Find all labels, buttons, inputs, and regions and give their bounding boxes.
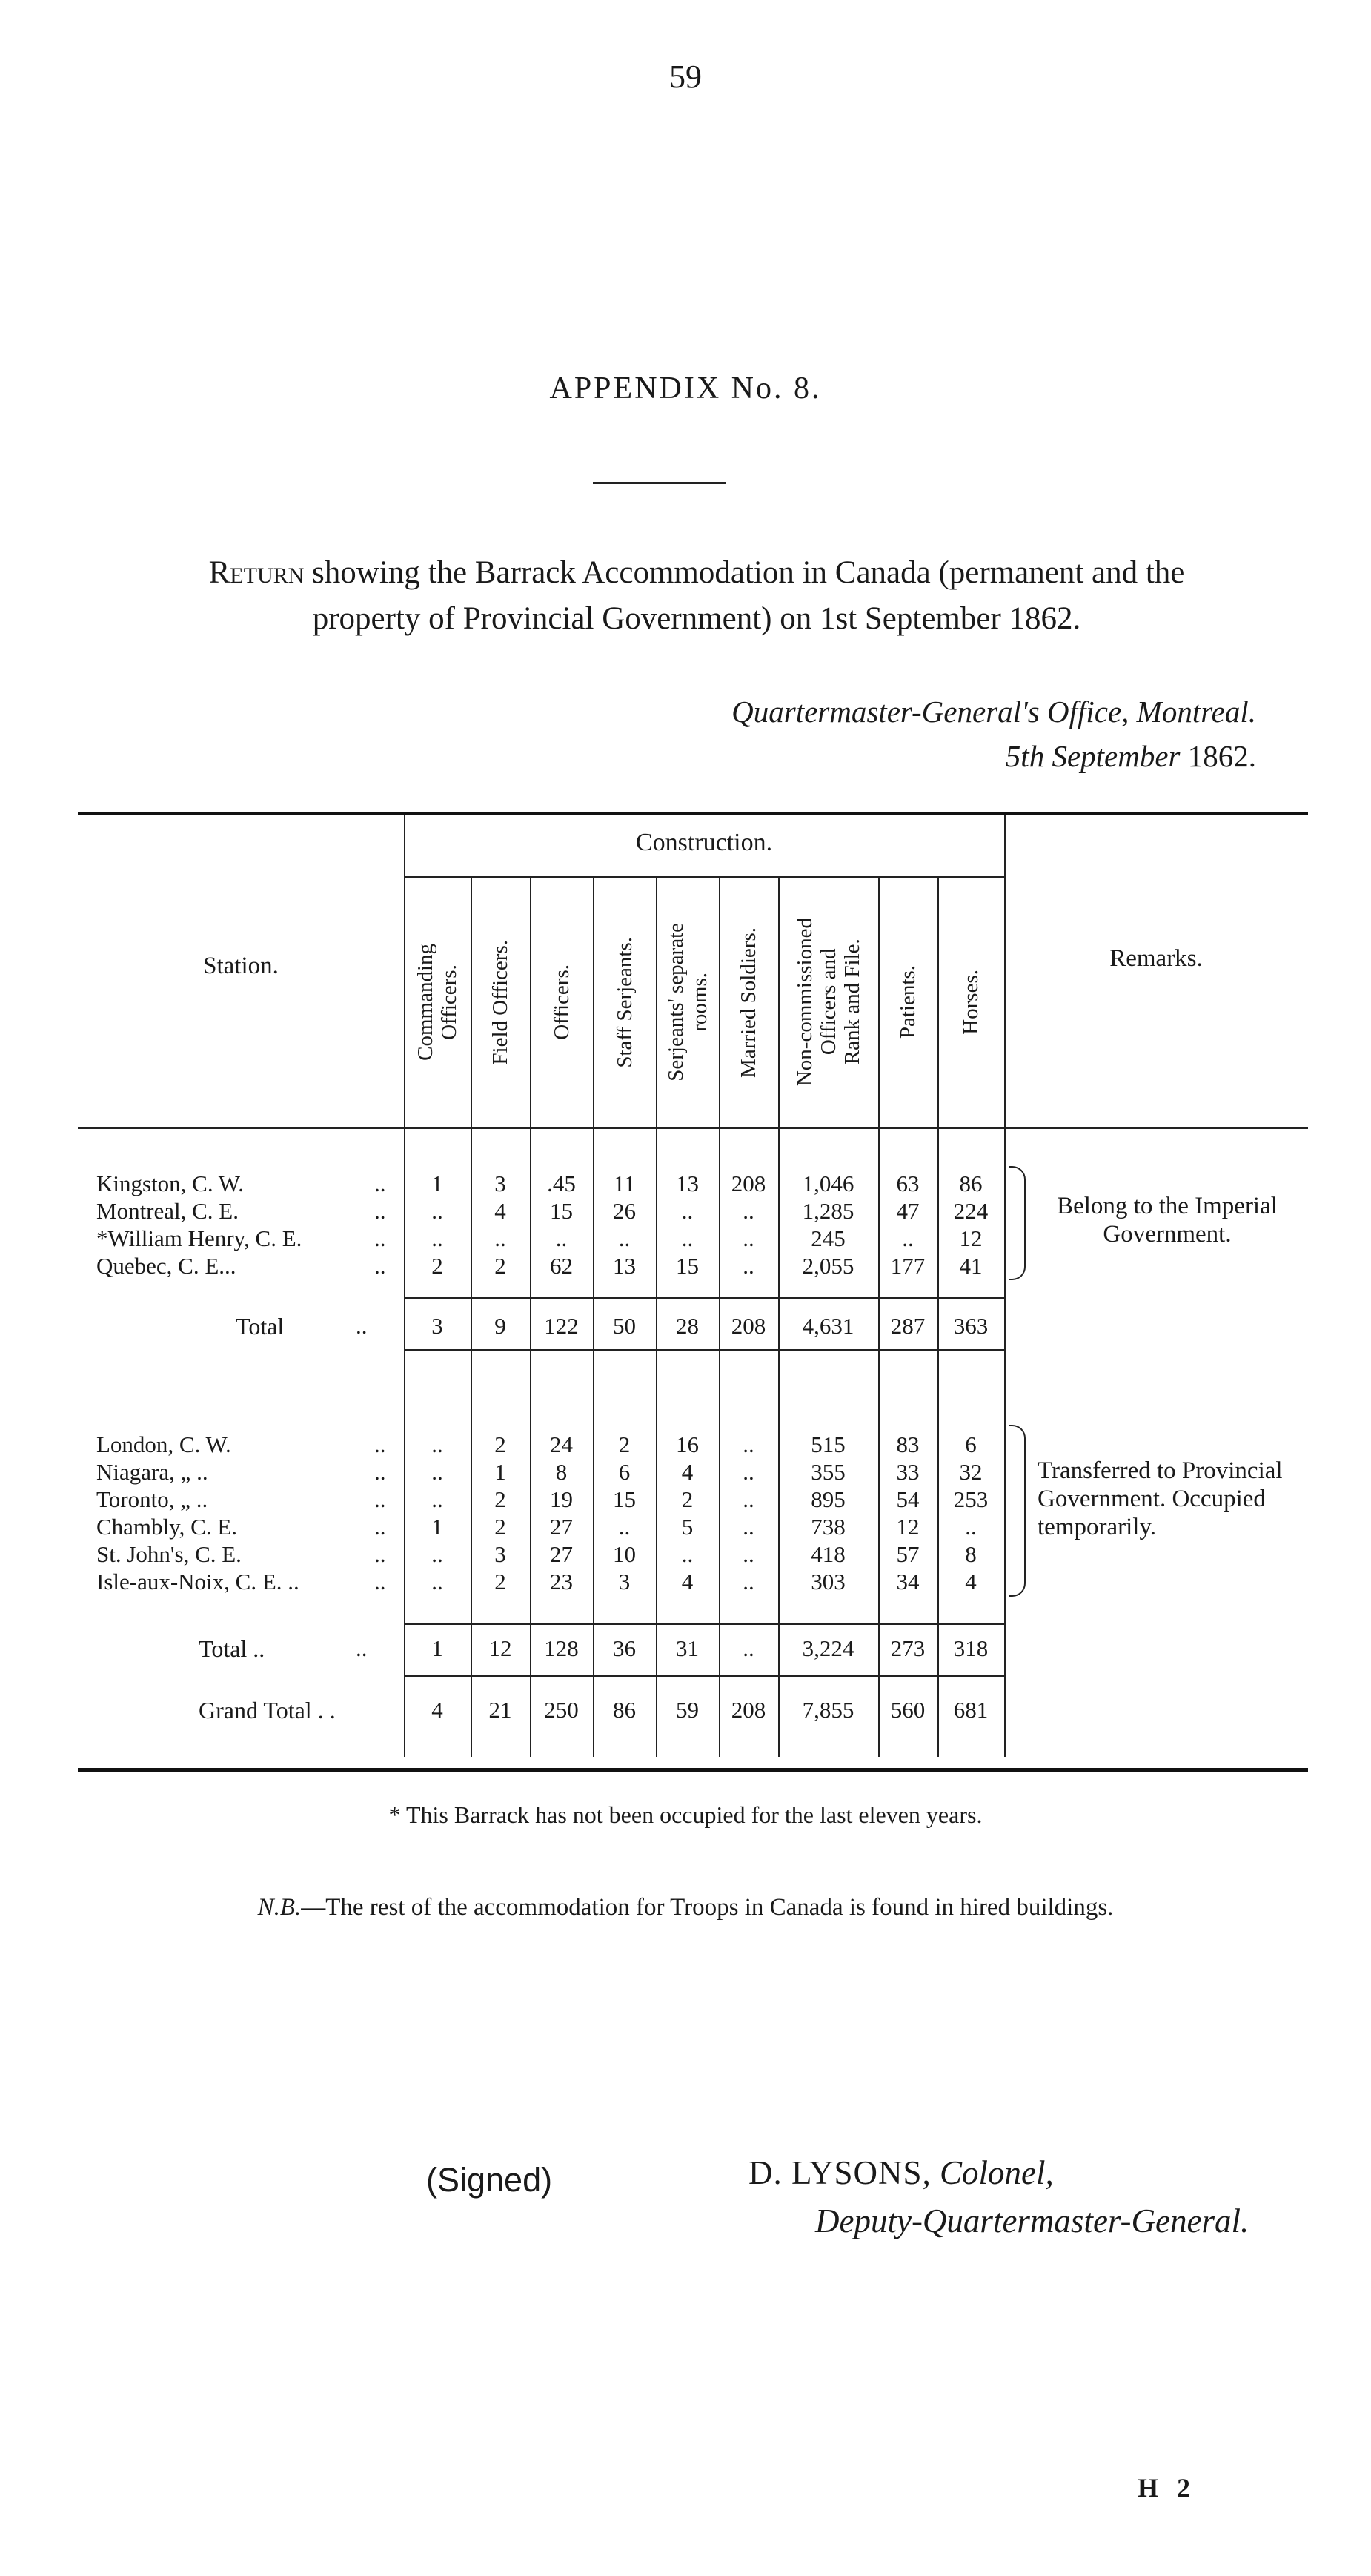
total-value: 50 [613, 1313, 636, 1339]
cell-value: 63 [896, 1171, 920, 1196]
col-header-field-officers: Field Officers. [488, 939, 512, 1065]
cell-value: 16 [676, 1431, 699, 1457]
total-dots: .. [356, 1635, 368, 1661]
header-rule [78, 1127, 1308, 1129]
col-rule [1004, 815, 1006, 1757]
cell-value: .. [431, 1225, 443, 1251]
signature-name [748, 2153, 1054, 2192]
cell-value: 303 [811, 1569, 846, 1595]
cell-value: 224 [953, 1198, 989, 1224]
table-top-rule [78, 812, 1308, 815]
cell-value: 1,285 [802, 1198, 854, 1224]
cell-value: 11 [613, 1171, 636, 1196]
heading-line2: property of Provincial Government) on 1st September 1862. [312, 601, 1081, 636]
cell-value: 15 [550, 1198, 573, 1224]
col-header-staff-serjeants: Staff Serjeants. [612, 936, 637, 1068]
total-value: 122 [544, 1313, 579, 1339]
leader-dots: .. [374, 1514, 386, 1540]
leader-dots: .. [374, 1569, 386, 1595]
cell-value: 1 [431, 1514, 443, 1540]
cell-value: 26 [613, 1198, 636, 1224]
cell-value: .. [743, 1198, 754, 1224]
remark-imperial: Belong to the Imperial Government. [1057, 1193, 1278, 1248]
total-value: 128 [544, 1635, 579, 1661]
cell-value: .. [743, 1486, 754, 1512]
cell-value: .. [902, 1225, 914, 1251]
leader-dots: .. [374, 1541, 386, 1567]
cell-value: 8 [555, 1459, 568, 1485]
cell-value: 57 [896, 1541, 920, 1567]
nb-label: N.B. [257, 1894, 302, 1921]
total-label: Total .. [199, 1635, 265, 1662]
cell-value: 4 [494, 1198, 506, 1224]
cell-value: .45 [547, 1171, 576, 1196]
cell-value: .. [743, 1431, 754, 1457]
col-header-commanding-officers: Commanding Officers. [414, 944, 461, 1061]
cell-value: 208 [731, 1171, 766, 1196]
grand-total-value: 4 [431, 1697, 443, 1723]
leader-dots: .. [374, 1431, 386, 1457]
station-name: London, C. W. [96, 1431, 231, 1457]
cell-value: 86 [959, 1171, 983, 1196]
station-name: Toronto, „ .. [96, 1486, 208, 1512]
office-block [731, 689, 1256, 778]
cell-value: 34 [896, 1569, 920, 1595]
signatory: D. LYSONS, [748, 2154, 932, 2191]
grand-total-value: 208 [731, 1697, 766, 1723]
cell-value: 3 [618, 1569, 631, 1595]
col-header-married-soldiers: Married Soldiers. [737, 927, 760, 1078]
nb-note [0, 1894, 1371, 1921]
cell-value: 5 [681, 1514, 694, 1540]
signed-label: (Signed) [426, 2161, 553, 2199]
cell-value: 2 [494, 1253, 506, 1279]
cell-value: 177 [890, 1253, 926, 1279]
table-row [0, 1568, 1371, 1596]
table-row [0, 1540, 1371, 1569]
table-row-total-1 [0, 1312, 1371, 1340]
col-header-horses: Horses. [959, 970, 983, 1035]
office-line: Quartermaster-General's Office, Montreal. [731, 695, 1256, 729]
cell-value: 15 [676, 1253, 699, 1279]
station-name: Quebec, C. E... [96, 1253, 236, 1279]
cell-value: .. [743, 1514, 754, 1540]
grand-total-value: 681 [953, 1697, 989, 1723]
heading-lead: Return [208, 555, 305, 590]
col-header-serjeants-rooms: Serjeants' separate rooms. [663, 923, 711, 1082]
station-name: Montreal, C. E. [96, 1198, 239, 1224]
nb-text: —The rest of the accommodation for Troops in Canada is found in hired buildings. [301, 1894, 1114, 1921]
cell-value: 3 [494, 1171, 506, 1196]
grand-total-value: 7,855 [802, 1697, 854, 1723]
grand-total-value: 560 [890, 1697, 926, 1723]
station-name: *William Henry, C. E. [96, 1225, 302, 1251]
cell-value: .. [681, 1198, 694, 1224]
cell-value: 1 [494, 1459, 506, 1485]
cell-value: 19 [550, 1486, 573, 1512]
cell-value: 738 [811, 1514, 846, 1540]
cell-value: .. [618, 1225, 631, 1251]
cell-value: 2 [618, 1431, 631, 1457]
sheet-signature-mark: H 2 [1138, 2473, 1197, 2503]
page-number: 59 [669, 59, 702, 95]
leader-dots: .. [374, 1253, 386, 1279]
cell-value: .. [743, 1541, 754, 1567]
col-header-patients: Patients. [896, 965, 920, 1039]
cell-value: 2 [494, 1569, 506, 1595]
cell-value: 27 [550, 1541, 573, 1567]
cell-value: 12 [959, 1225, 983, 1251]
station-name: Kingston, C. W. [96, 1171, 244, 1196]
grand-total-label: Grand Total . . [199, 1697, 336, 1724]
cell-value: 13 [676, 1171, 699, 1196]
cell-value: 418 [811, 1541, 846, 1567]
grand-total-value: 21 [488, 1697, 512, 1723]
cell-value: .. [681, 1225, 694, 1251]
subtotal-rule [404, 1349, 1004, 1351]
cell-value: .. [681, 1541, 694, 1567]
cell-value: .. [743, 1569, 754, 1595]
cell-value: 32 [959, 1459, 983, 1485]
total-value: 273 [890, 1635, 926, 1661]
heading-line1: showing the Barrack Accommodation in Canada (permanent and the [304, 555, 1185, 590]
leader-dots: .. [374, 1459, 386, 1485]
cell-value: .. [965, 1514, 977, 1540]
cell-value: 47 [896, 1198, 920, 1224]
cell-value: 15 [613, 1486, 636, 1512]
construction-rule [404, 876, 1004, 878]
cell-value: 2 [431, 1253, 443, 1279]
cell-value: 12 [896, 1514, 920, 1540]
cell-value: 33 [896, 1459, 920, 1485]
total-value: 3 [431, 1313, 443, 1339]
cell-value: 355 [811, 1459, 846, 1485]
cell-value: 2 [494, 1486, 506, 1512]
cell-value: 24 [550, 1431, 573, 1457]
signature-title: Deputy-Quartermaster-General. [815, 2202, 1249, 2239]
leader-dots: .. [374, 1171, 386, 1196]
cell-value: 6 [965, 1431, 977, 1457]
total-value: 287 [890, 1313, 926, 1339]
total-value: 208 [731, 1313, 766, 1339]
cell-value: 13 [613, 1253, 636, 1279]
cell-value: 245 [811, 1225, 846, 1251]
leader-dots: .. [374, 1486, 386, 1512]
total-value: 12 [488, 1635, 512, 1661]
return-heading [82, 550, 1312, 642]
station-name: Isle-aux-Noix, C. E. .. [96, 1569, 299, 1595]
grand-total-value: 86 [613, 1697, 636, 1723]
total-value: 28 [676, 1313, 699, 1339]
cell-value: 6 [618, 1459, 631, 1485]
title-divider [593, 482, 726, 484]
table-row [0, 1431, 1371, 1459]
cell-value: 54 [896, 1486, 920, 1512]
total-value: .. [743, 1635, 754, 1661]
signatory-rank: Colonel, [931, 2154, 1054, 2191]
construction-header: Construction. [635, 829, 773, 856]
station-name: St. John's, C. E. [96, 1541, 242, 1567]
subtotal-rule [404, 1623, 1004, 1625]
office-date: 5th September [1005, 739, 1181, 773]
col-header-nco-rank-file: Non-commissioned Officers and Rank and File. [792, 918, 864, 1087]
remarks-header: Remarks. [1109, 945, 1203, 972]
cell-value: 41 [959, 1253, 983, 1279]
cell-value: 10 [613, 1541, 636, 1567]
cell-value: 4 [681, 1459, 694, 1485]
cell-value: 4 [681, 1569, 694, 1595]
total-value: 318 [953, 1635, 989, 1661]
cell-value: 253 [953, 1486, 989, 1512]
cell-value: 8 [965, 1541, 977, 1567]
cell-value: 2,055 [802, 1253, 854, 1279]
cell-value: 83 [896, 1431, 920, 1457]
cell-value: .. [555, 1225, 568, 1251]
appendix-title: APPENDIX No. 8. [549, 371, 822, 405]
grand-total-value: 59 [676, 1697, 699, 1723]
remark-provincial: Transferred to Provincial Government. Occupied temporarily. [1038, 1457, 1283, 1540]
total-value: 1 [431, 1635, 443, 1661]
cell-value: 27 [550, 1514, 573, 1540]
office-year: 1862. [1180, 739, 1256, 773]
cell-value: .. [618, 1514, 631, 1540]
total-value: 9 [494, 1313, 506, 1339]
subtotal-rule [404, 1675, 1004, 1677]
cell-value: 62 [550, 1253, 573, 1279]
cell-value: 23 [550, 1569, 573, 1595]
total-dots: .. [356, 1313, 368, 1339]
cell-value: .. [431, 1541, 443, 1567]
total-value: 3,224 [802, 1635, 854, 1661]
table-row-total-2 [0, 1635, 1371, 1663]
cell-value: .. [431, 1486, 443, 1512]
total-value: 4,631 [802, 1313, 854, 1339]
cell-value: .. [743, 1459, 754, 1485]
subtotal-rule [404, 1297, 1004, 1299]
table-row [0, 1252, 1371, 1280]
cell-value: .. [431, 1459, 443, 1485]
cell-value: .. [431, 1198, 443, 1224]
cell-value: 515 [811, 1431, 846, 1457]
cell-value: 2 [494, 1514, 506, 1540]
station-header: Station. [203, 953, 279, 979]
cell-value: 3 [494, 1541, 506, 1567]
cell-value: .. [431, 1431, 443, 1457]
total-value: 363 [953, 1313, 989, 1339]
cell-value: .. [743, 1225, 754, 1251]
table-bottom-rule [78, 1768, 1308, 1772]
footnote: * This Barrack has not been occupied for the last eleven years. [388, 1801, 983, 1828]
total-label: Total [236, 1313, 285, 1340]
cell-value: .. [494, 1225, 506, 1251]
cell-value: 1 [431, 1171, 443, 1196]
grand-total-value: 250 [544, 1697, 579, 1723]
total-value: 31 [676, 1635, 699, 1661]
cell-value: 2 [681, 1486, 694, 1512]
station-name: Chambly, C. E. [96, 1514, 238, 1540]
cell-value: 2 [494, 1431, 506, 1457]
cell-value: 895 [811, 1486, 846, 1512]
station-name: Niagara, „ .. [96, 1459, 208, 1485]
cell-value: .. [431, 1569, 443, 1595]
remark-brace [1009, 1166, 1026, 1280]
col-header-officers: Officers. [549, 964, 574, 1040]
table-row-grand-total [0, 1696, 1371, 1724]
leader-dots: .. [374, 1198, 386, 1224]
leader-dots: .. [374, 1225, 386, 1251]
cell-value: 4 [965, 1569, 977, 1595]
cell-value: .. [743, 1253, 754, 1279]
cell-value: 1,046 [802, 1171, 854, 1196]
remark-brace [1009, 1425, 1026, 1597]
total-value: 36 [613, 1635, 636, 1661]
